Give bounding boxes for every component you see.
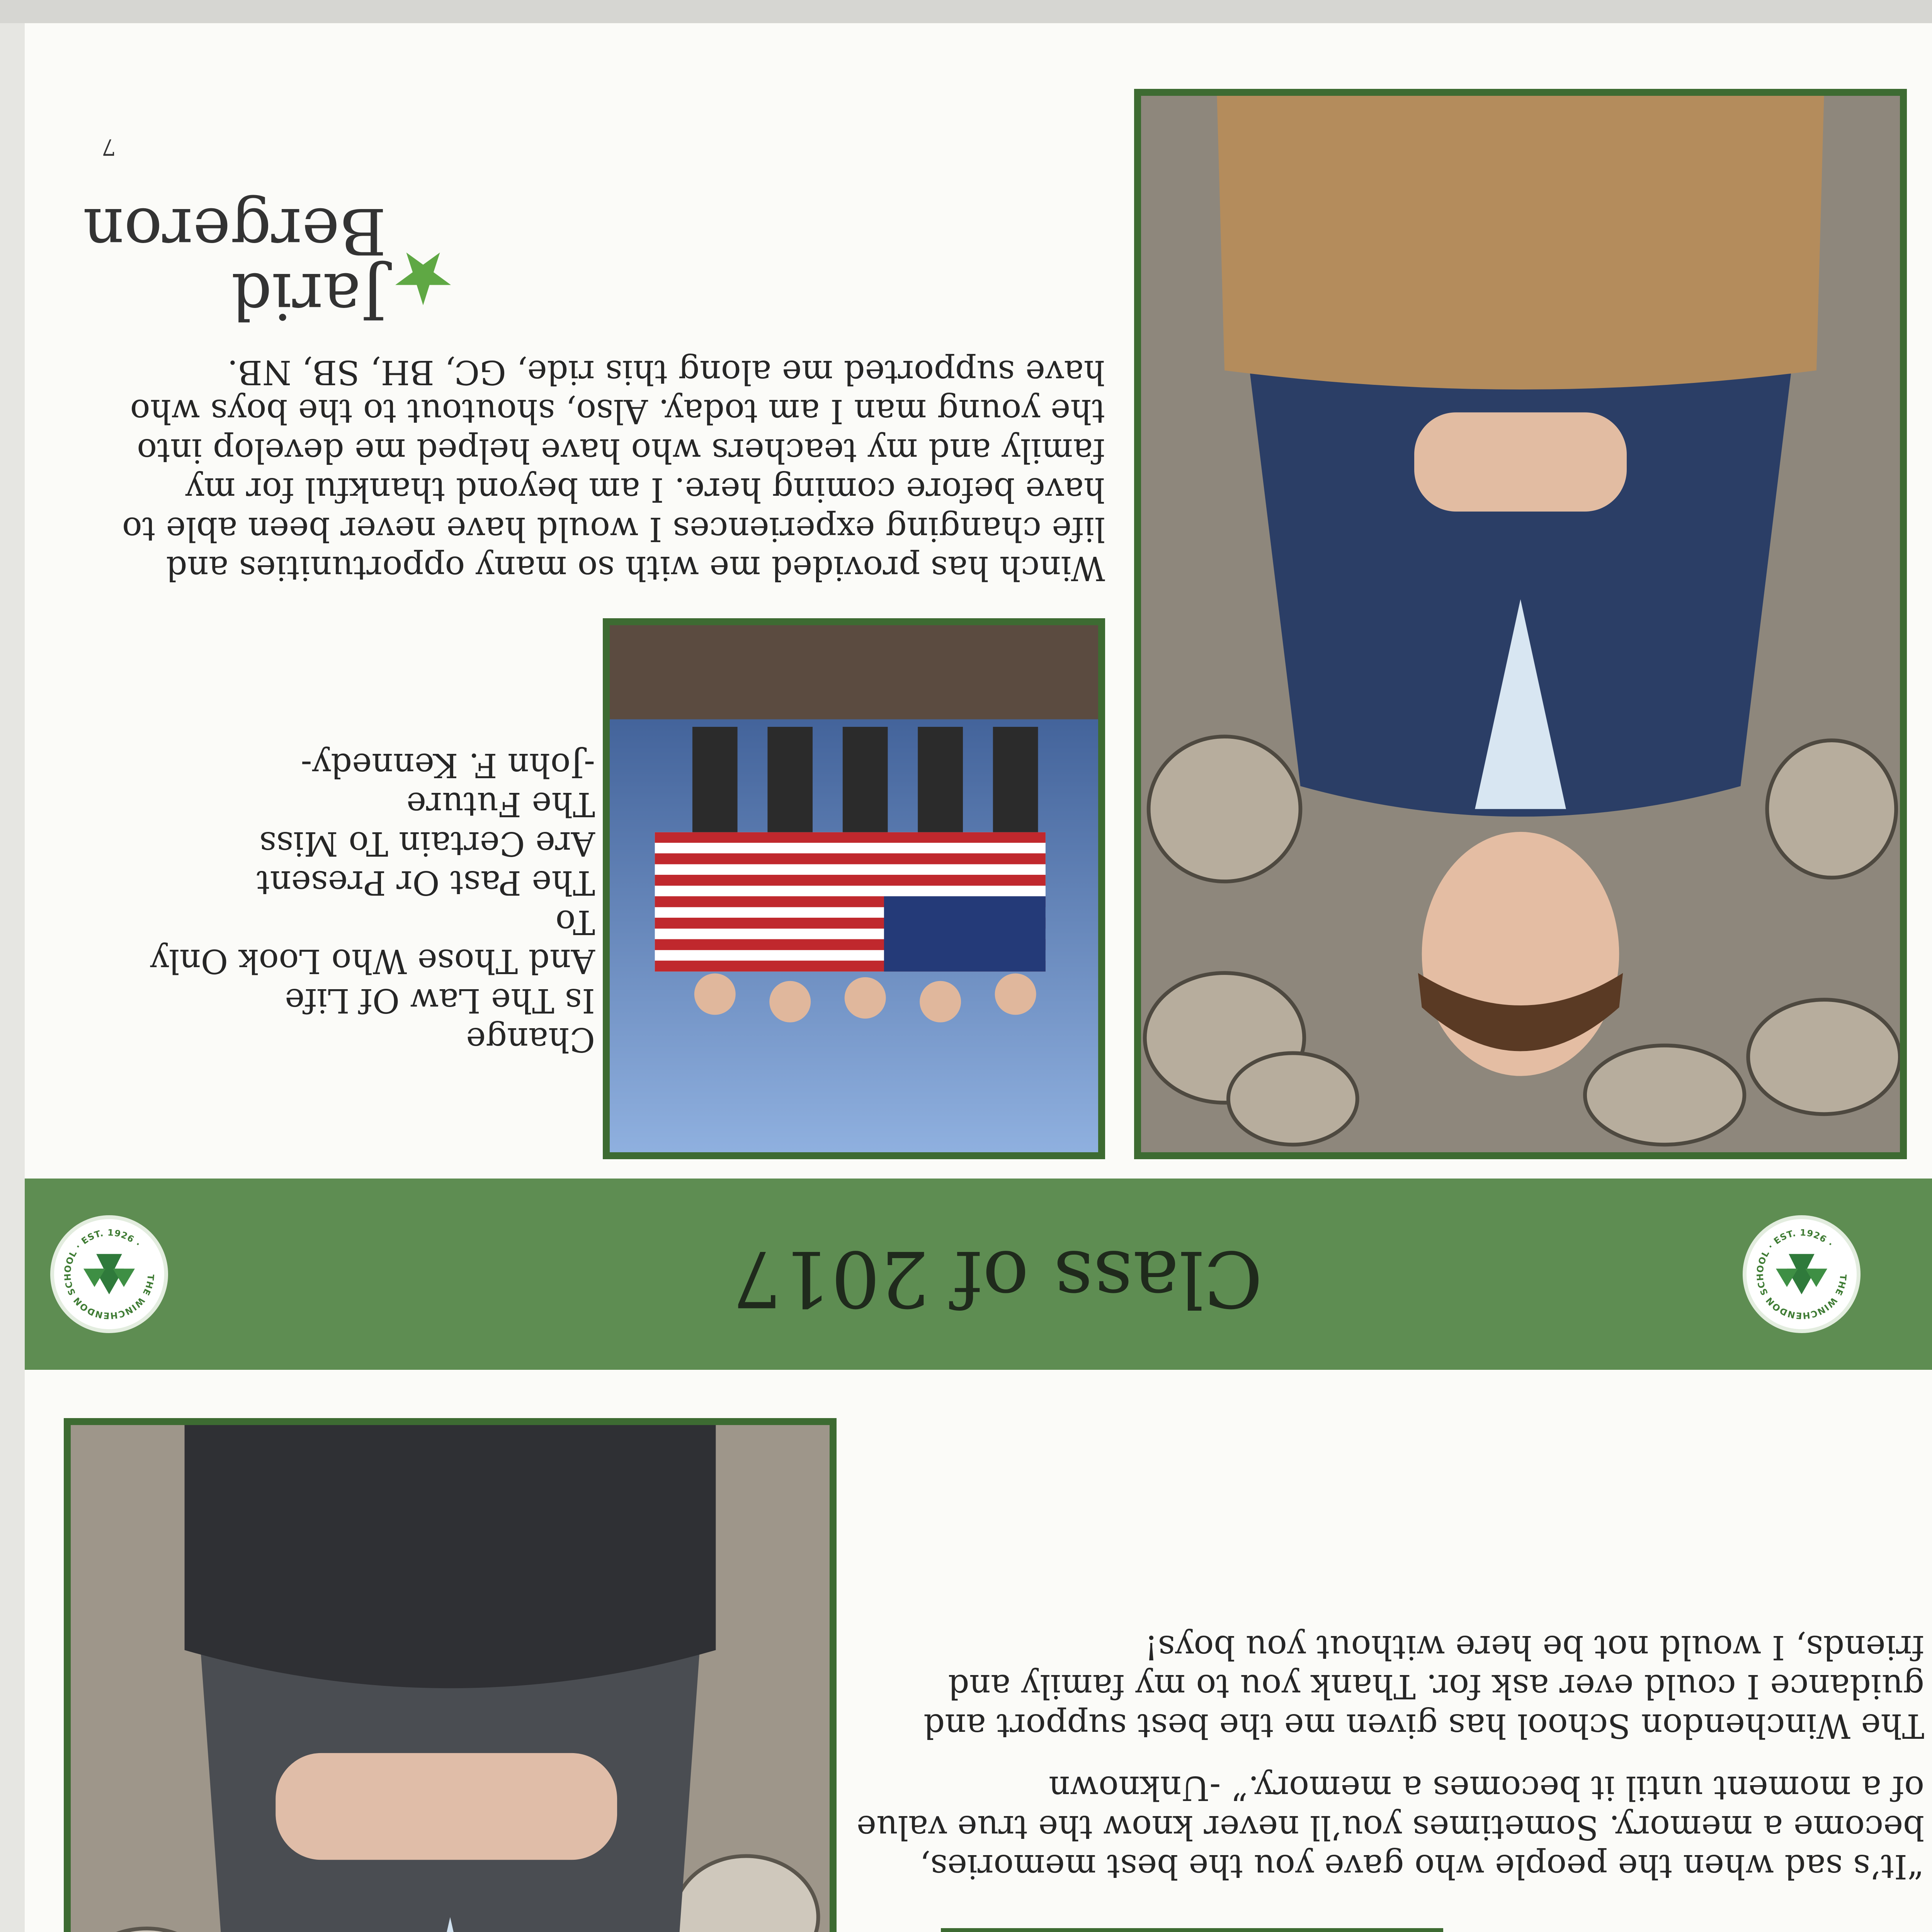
nolan-text [850, 1604, 1924, 1886]
page-number: 7 [102, 134, 116, 160]
seal-text: THE WINCHENDON SCHOOL · EST. 1926 · [63, 1228, 156, 1321]
jarid-quote [150, 745, 595, 1059]
banner-title: Class of 2017 [732, 1233, 1263, 1323]
school-seal-icon [1743, 1215, 1861, 1333]
jarid-message: Winch has provided me with so many opportunities and life changing experiences I would have never been able to have before coming here. I am beyond thankful for my family and my teachers who have helped me develop into the young man I am today. Also, shoutout to the boys who have supported me along this ride, GC, BH, SB, NB. [122, 352, 1105, 587]
nolan-quote: “It’s sad when the people who gave you the best memories, become a memory. Sometimes you’ll never know the true value of a moment until it becomes a memory.” -Unknown [856, 1769, 1924, 1886]
jarid-flag-group-photo [603, 618, 1105, 1159]
jarid-first-name: Jarid [231, 259, 386, 333]
class-banner [25, 1179, 1932, 1370]
quote-line: The Past Or Present [256, 863, 595, 902]
jarid-portrait-photo [1134, 89, 1907, 1159]
scan-edge-bottom [0, 0, 1932, 23]
jarid-name [83, 194, 386, 333]
nolan-message: The Winchendon School has given me the best support and guidance I could ever ask for. Thank you to my family and friends, I would not be here without you boys! [923, 1628, 1924, 1745]
quote-line: Is The Law Of Life [285, 981, 595, 1020]
seal-text: THE WINCHENDON SCHOOL · EST. 1926 · [1755, 1228, 1848, 1321]
scan-edge-right [0, 0, 25, 1932]
school-seal-icon [50, 1215, 168, 1333]
quote-line: The Future [406, 785, 595, 824]
quote-line: -John F. Kennedy- [301, 745, 595, 784]
quote-line: Are Certain To Miss [259, 824, 595, 863]
jarid-last-name: Bergeron [83, 194, 386, 268]
star-icon [394, 247, 452, 305]
nolan-portrait-photo [64, 1418, 837, 1932]
jarid-text [108, 329, 1105, 587]
nolan-hockey-photo [941, 1928, 1443, 1932]
quote-line: And Those Who Look Only [150, 942, 595, 981]
quote-line: Change [466, 1020, 595, 1059]
quote-line: To [555, 902, 595, 941]
